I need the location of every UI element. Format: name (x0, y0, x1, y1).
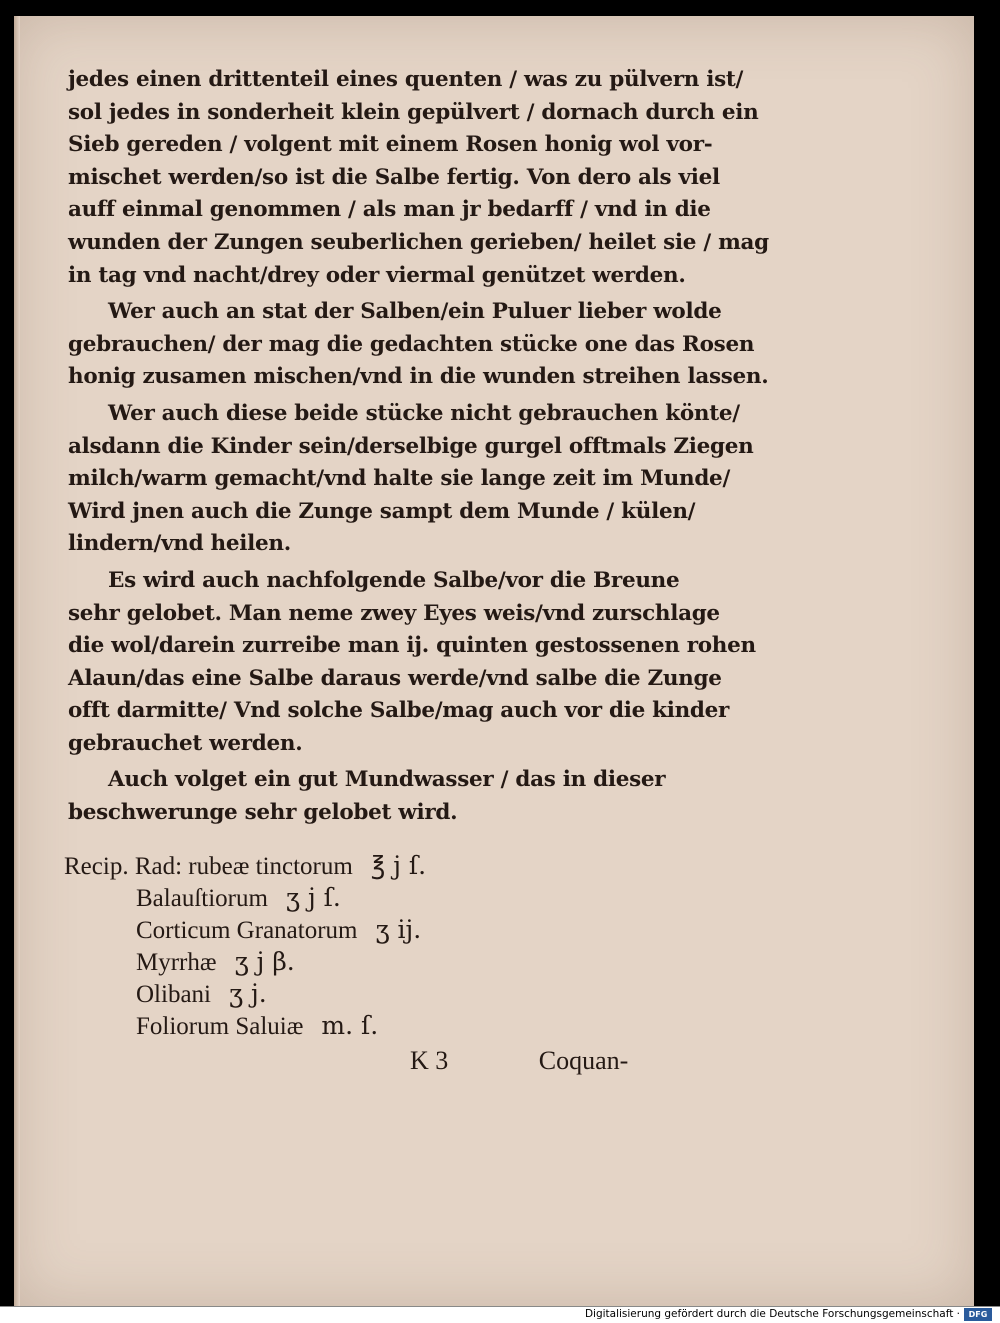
page-footer (410, 1046, 810, 1076)
text-line: gebrauchet werden. (68, 730, 303, 756)
paragraph (68, 565, 756, 761)
text-line: gebrauchen/ der mag die gedachten stücke one das Rosen (68, 331, 755, 357)
signature-mark: K 3 (410, 1046, 449, 1075)
catchword: Coquan- (538, 1046, 629, 1075)
ingredient-name: Corticum Granatorum (136, 917, 358, 944)
recipe-line (64, 850, 764, 882)
text-line: Es wird auch nachfolgende Salbe/vor die Breune (108, 567, 680, 593)
text-line: jedes einen drittenteil eines quenten / was zu pülvern ist/ (68, 67, 744, 92)
ingredient-name: Myrrhæ (136, 949, 217, 976)
ingredient-name: Balauſtiorum (136, 885, 268, 912)
recipe-line (64, 914, 764, 946)
text-line: lindern/vnd heilen. (68, 531, 291, 557)
text-line: milch/warm gemacht/vnd halte sie lange zeit im Munde/ (68, 466, 730, 492)
paragraph (68, 64, 769, 292)
text-line: Sieb gereden / volgent mit einem Rosen honig wol vor- (68, 132, 713, 158)
text-line: Auch volget ein gut Mundwasser / das in dieser (108, 767, 666, 793)
recipe-line (64, 1010, 764, 1042)
text-line: in tag vnd nacht/drey oder viermal genützet werden. (68, 262, 686, 288)
text-line: Wer auch diese beide stücke nicht gebrauchen könte/ (108, 400, 740, 426)
paragraph (68, 296, 769, 394)
ingredient-name: Olibani (136, 981, 211, 1008)
credit-bar (0, 1306, 1000, 1323)
text-line: auff einmal genommen / als man jr bedarff / vnd in die (68, 197, 711, 223)
recipe-list (64, 850, 764, 1042)
recipe-line (64, 882, 764, 914)
recipe-line (64, 946, 764, 978)
text-line: alsdann die Kinder sein/derselbige gurgel offtmals Ziegen (68, 433, 754, 459)
text-line: sol jedes in sonderheit klein gepülvert / dornach durch ein (68, 99, 759, 125)
ingredient-name: Recip. Rad: rubeæ tinctorum (64, 853, 353, 880)
recipe-line (64, 978, 764, 1010)
text-line: Alaun/das eine Salbe daraus werde/vnd salbe die Zunge (68, 665, 722, 691)
ingredient-dose: m. ſ. (321, 1011, 379, 1040)
body-text (68, 64, 769, 830)
text-line: die wol/darein zurreibe man ij. quinten gestossenen rohen (68, 633, 756, 659)
text-line: Wird jnen auch die Zunge sampt dem Munde / külen/ (68, 498, 696, 524)
ingredient-dose: ℥ j ſ. (370, 851, 427, 880)
ingredient-dose: ʒ ij. (375, 915, 422, 944)
text-line: wunden der Zungen seuberlichen gerieben/ heilet sie / mag (68, 229, 769, 255)
text-line: mischet werden/so ist die Salbe fertig. Von dero als viel (68, 164, 720, 190)
ingredient-name: Foliorum Saluiæ (136, 1013, 304, 1040)
credit-text: Digitalisierung gefördert durch die Deutsche Forschungsgemeinschaft · (584, 1308, 960, 1320)
ingredient-dose: ʒ j β. (234, 947, 295, 976)
text-line: offt darmitte/ Vnd solche Salbe/mag auch vor die kinder (68, 698, 730, 724)
page-edge (14, 16, 20, 1306)
text-line: Wer auch an stat der Salben/ein Puluer lieber wolde (108, 299, 722, 325)
ingredient-dose: ʒ j ſ. (285, 883, 341, 912)
ingredient-dose: ʒ j. (229, 979, 267, 1008)
paragraph (68, 764, 728, 829)
paragraph (68, 398, 754, 561)
text-line: honig zusamen mischen/vnd in die wunden streihen lassen. (68, 364, 769, 390)
text-line: beschwerunge sehr gelobet wird. (68, 800, 458, 826)
text-line: sehr gelobet. Man neme zwey Eyes weis/vnd zurschlage (68, 600, 720, 626)
dfg-logo: DFG (964, 1308, 992, 1321)
